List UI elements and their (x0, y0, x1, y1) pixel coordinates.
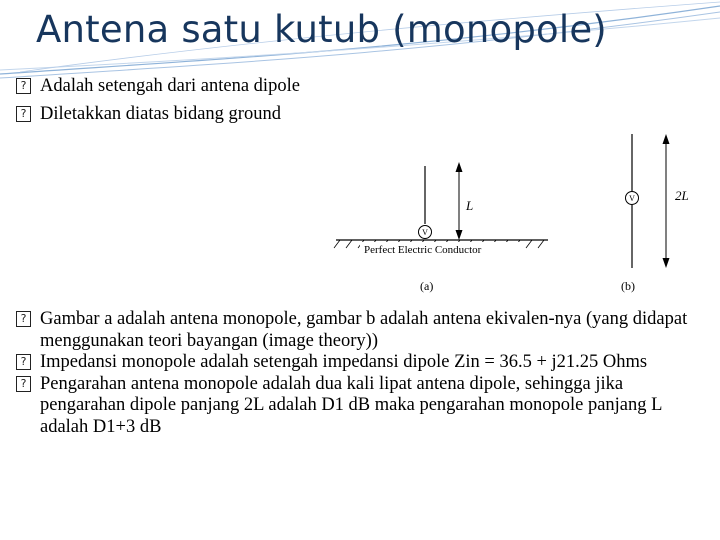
bullet-glyph: ? (16, 376, 31, 392)
bullet-text: Pengarahan antena monopole adalah dua kali lipat antena dipole, sehingga jika pengarahan dipole panjang 2L adalah D1 dB maka pengarahan monopole panjang L adalah D1+3 dB (40, 373, 662, 437)
source-symbol-a: V (422, 228, 428, 237)
source-symbol-b: V (629, 194, 635, 203)
bullet-glyph: ? (16, 106, 31, 122)
bullet-glyph: ? (16, 78, 31, 94)
bullet-list-bottom (16, 309, 688, 438)
bullet-glyph: ? (16, 311, 31, 327)
conductor-label: Perfect Electric Conductor (364, 244, 482, 256)
bullet-item (16, 352, 688, 374)
bullet-list-top (16, 76, 696, 125)
bullet-text: Gambar a adalah antena monopole, gambar b adalah antena ekivalen-nya (yang didapat menggunakan teori bayangan (image theory)) (40, 309, 688, 351)
bullet-item (16, 309, 688, 352)
label-L: L (466, 198, 474, 213)
caption-b: (b) (621, 279, 635, 293)
bullet-item (16, 104, 696, 125)
bullet-text: Diletakkan diatas bidang ground (40, 104, 281, 124)
bullet-text: Impedansi monopole adalah setengah impedansi dipole Zin = 36.5 + j21.25 Ohms (40, 352, 648, 372)
bullet-text: Adalah setengah dari antena dipole (40, 76, 300, 96)
bullet-item (16, 374, 688, 439)
caption-a: (a) (420, 279, 434, 293)
label-2L: 2L (675, 188, 689, 203)
bullet-item (16, 76, 696, 97)
monopole-figure (330, 128, 702, 298)
bullet-glyph: ? (16, 354, 31, 370)
monopole-diagram (330, 128, 702, 298)
slide-title: Antena satu kutub (monopole) (36, 8, 607, 51)
